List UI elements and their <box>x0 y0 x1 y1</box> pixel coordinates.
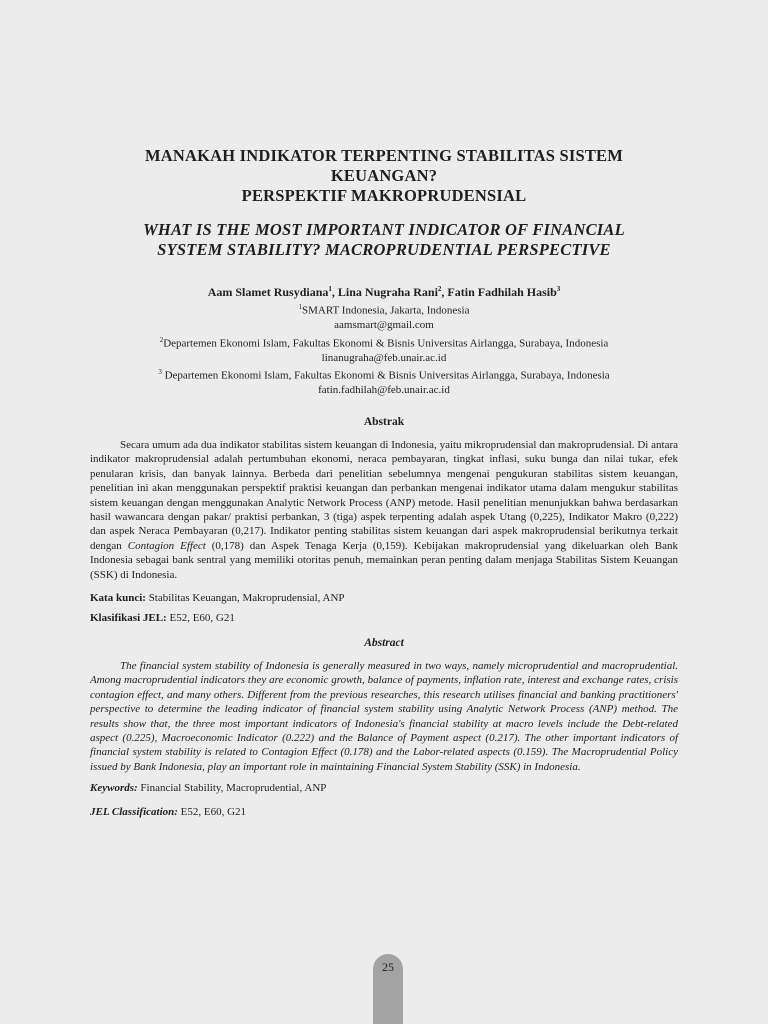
author-2: Lina Nugraha Rani <box>337 285 438 299</box>
affiliation-2-text: Departemen Ekonomi Islam, Fakultas Ekonomi & Bisnis Universitas Airlangga, Surabaya, Indonesia <box>163 337 609 350</box>
author-1-sup: 1 <box>328 285 332 293</box>
affiliation-2-sup: 2 <box>159 335 164 344</box>
affiliation-2 <box>90 333 678 351</box>
abstrak-body-part-1: Secara umum ada dua indikator stabilitas sistem keuangan di Indonesia, yaitu mikroprudensial dan makroprudensial. Di antara indikator makroprudensial adalah pertumbuhan ekonomi, neraca pembayaran, tingkat inflasi, suku bunga dan nilai tukar, efek penularan krisis, dan banyak lainnya. Berbeda dari penelitian sebelumnya mengenai pengukuran stabilitas sistem keuangan, penelitian ini akan menggunakan perspektif praktisi keuangan dan perbankan mengenai indikator utama dalam mengukur stabilitas sistem keuangan dengan menggunakan Analytic Network Process (ANP) metode. Hasil penelitian menunjukkan bahwa berdasarkan hasil wawancara dengan pakar/ praktisi perbankan, 3 (tiga) aspek terpenting adalah aspek Utang (0,225), Indikator Makro (0,222) dan aspek Neraca Pembayaran (0,217). Indikator penting stabilitas sistem keuangan dari aspek makroprudensial berikutnya terkait dengan <box>90 438 678 552</box>
abstrak-body-italic: Contagion Effect <box>127 539 206 552</box>
title-indonesian-line-3: PERSPEKTIF MAKROPRUDENSIAL <box>241 186 527 205</box>
keywords-label: Keywords: <box>90 782 138 795</box>
klasifikasi-jel-value: E52, E60, G21 <box>166 612 235 625</box>
title-english-line-2: SYSTEM STABILITY? MACROPRUDENTIAL PERSPECTIVE <box>157 240 611 259</box>
affiliation-3-email: fatin.fadhilah@feb.unair.ac.id <box>318 384 450 397</box>
author-separator: , <box>441 285 448 299</box>
affiliation-1-text: SMART Indonesia, Jakarta, Indonesia <box>302 304 470 317</box>
title-indonesian <box>90 146 678 206</box>
klasifikasi-jel-label: Klasifikasi JEL: <box>90 612 167 625</box>
title-english-line-1: WHAT IS THE MOST IMPORTANT INDICATOR OF FINANCIAL <box>143 220 625 239</box>
abstrak-body-part-2: (0,178) dan Aspek Tenaga Kerja (0,159). Kebijakan makroprudensial yang dikeluarkan oleh Bank Indonesia sebagai bank sentral yang memiliki otoritas penuh, memainkan peran penting dalam menjaga Stabilitas Sistem Keuangan (SSK) di Indonesia. <box>90 539 679 581</box>
klasifikasi-jel <box>90 611 678 625</box>
author-1: Aam Slamet Rusydiana <box>207 285 329 299</box>
affiliation-2-email: linanugraha@feb.unair.ac.id <box>321 351 447 364</box>
paper-front-matter <box>90 146 678 819</box>
affiliations <box>90 300 678 398</box>
affiliation-3-text: Departemen Ekonomi Islam, Fakultas Ekonomi & Bisnis Universitas Airlangga, Surabaya, Indonesia <box>161 369 610 382</box>
author-separator: , <box>331 285 338 299</box>
author-3-sup: 3 <box>556 285 561 293</box>
kata-kunci-value: Stabilitas Keuangan, Makroprudensial, ANP <box>145 592 345 605</box>
page-number: 25 <box>382 960 394 974</box>
keywords <box>90 781 678 795</box>
abstract-heading: Abstract <box>364 637 404 650</box>
author-3: Fatin Fadhilah Hasib <box>447 285 557 299</box>
author-2-sup: 2 <box>437 285 442 293</box>
title-indonesian-line-2: KEUANGAN? <box>330 166 438 185</box>
jel-classification-label: JEL Classification: <box>90 806 178 819</box>
title-indonesian-line-1: MANAKAH INDIKATOR TERPENTING STABILITAS SISTEM <box>144 146 624 165</box>
abstrak-heading: Abstrak <box>363 415 405 428</box>
affiliation-1-email: aamsmart@gmail.com <box>334 319 434 332</box>
affiliation-3 <box>90 365 678 383</box>
jel-classification <box>90 805 678 819</box>
kata-kunci-label: Kata kunci: <box>90 592 146 605</box>
title-english <box>90 220 678 260</box>
affiliation-1 <box>90 300 678 318</box>
affiliation-1-sup: 1 <box>298 303 303 311</box>
keywords-value: Financial Stability, Macroprudential, ANP <box>137 782 327 795</box>
author-list <box>90 282 678 300</box>
affiliation-3-sup: 3 <box>158 368 162 377</box>
kata-kunci <box>90 591 678 605</box>
abstrak-body <box>90 438 678 582</box>
jel-classification-value: E52, E60, G21 <box>177 806 247 819</box>
abstract-body: The financial system stability of Indonesia is generally measured in two ways, namely microprudential and macroprudential. Among macroprudential indicators they are economic growth, balance of payments, inflation rate, interest and exchange rates, crisis contagion effect, and many others. Different from the previous researches, this research utilises financial and banking practitioners' perspective to determine the leading indicator of financial system stability using Analytic Network Process (ANP) method. The results show that, the three most important indicators of Indonesia's financial stability at macro levels include the Debt-related aspect (0.225), Macroeconomic Indicator (0.222) and the Balance of Payment aspect (0.217). The other important indicators of financial system stability is related to Contagion Effect (0.178) and the Labor-related aspects (0.159). The Macroprudential Policy issued by Bank Indonesia, play an important role in maintaining Financial System Stability (SSK) in Indonesia. <box>90 660 678 773</box>
